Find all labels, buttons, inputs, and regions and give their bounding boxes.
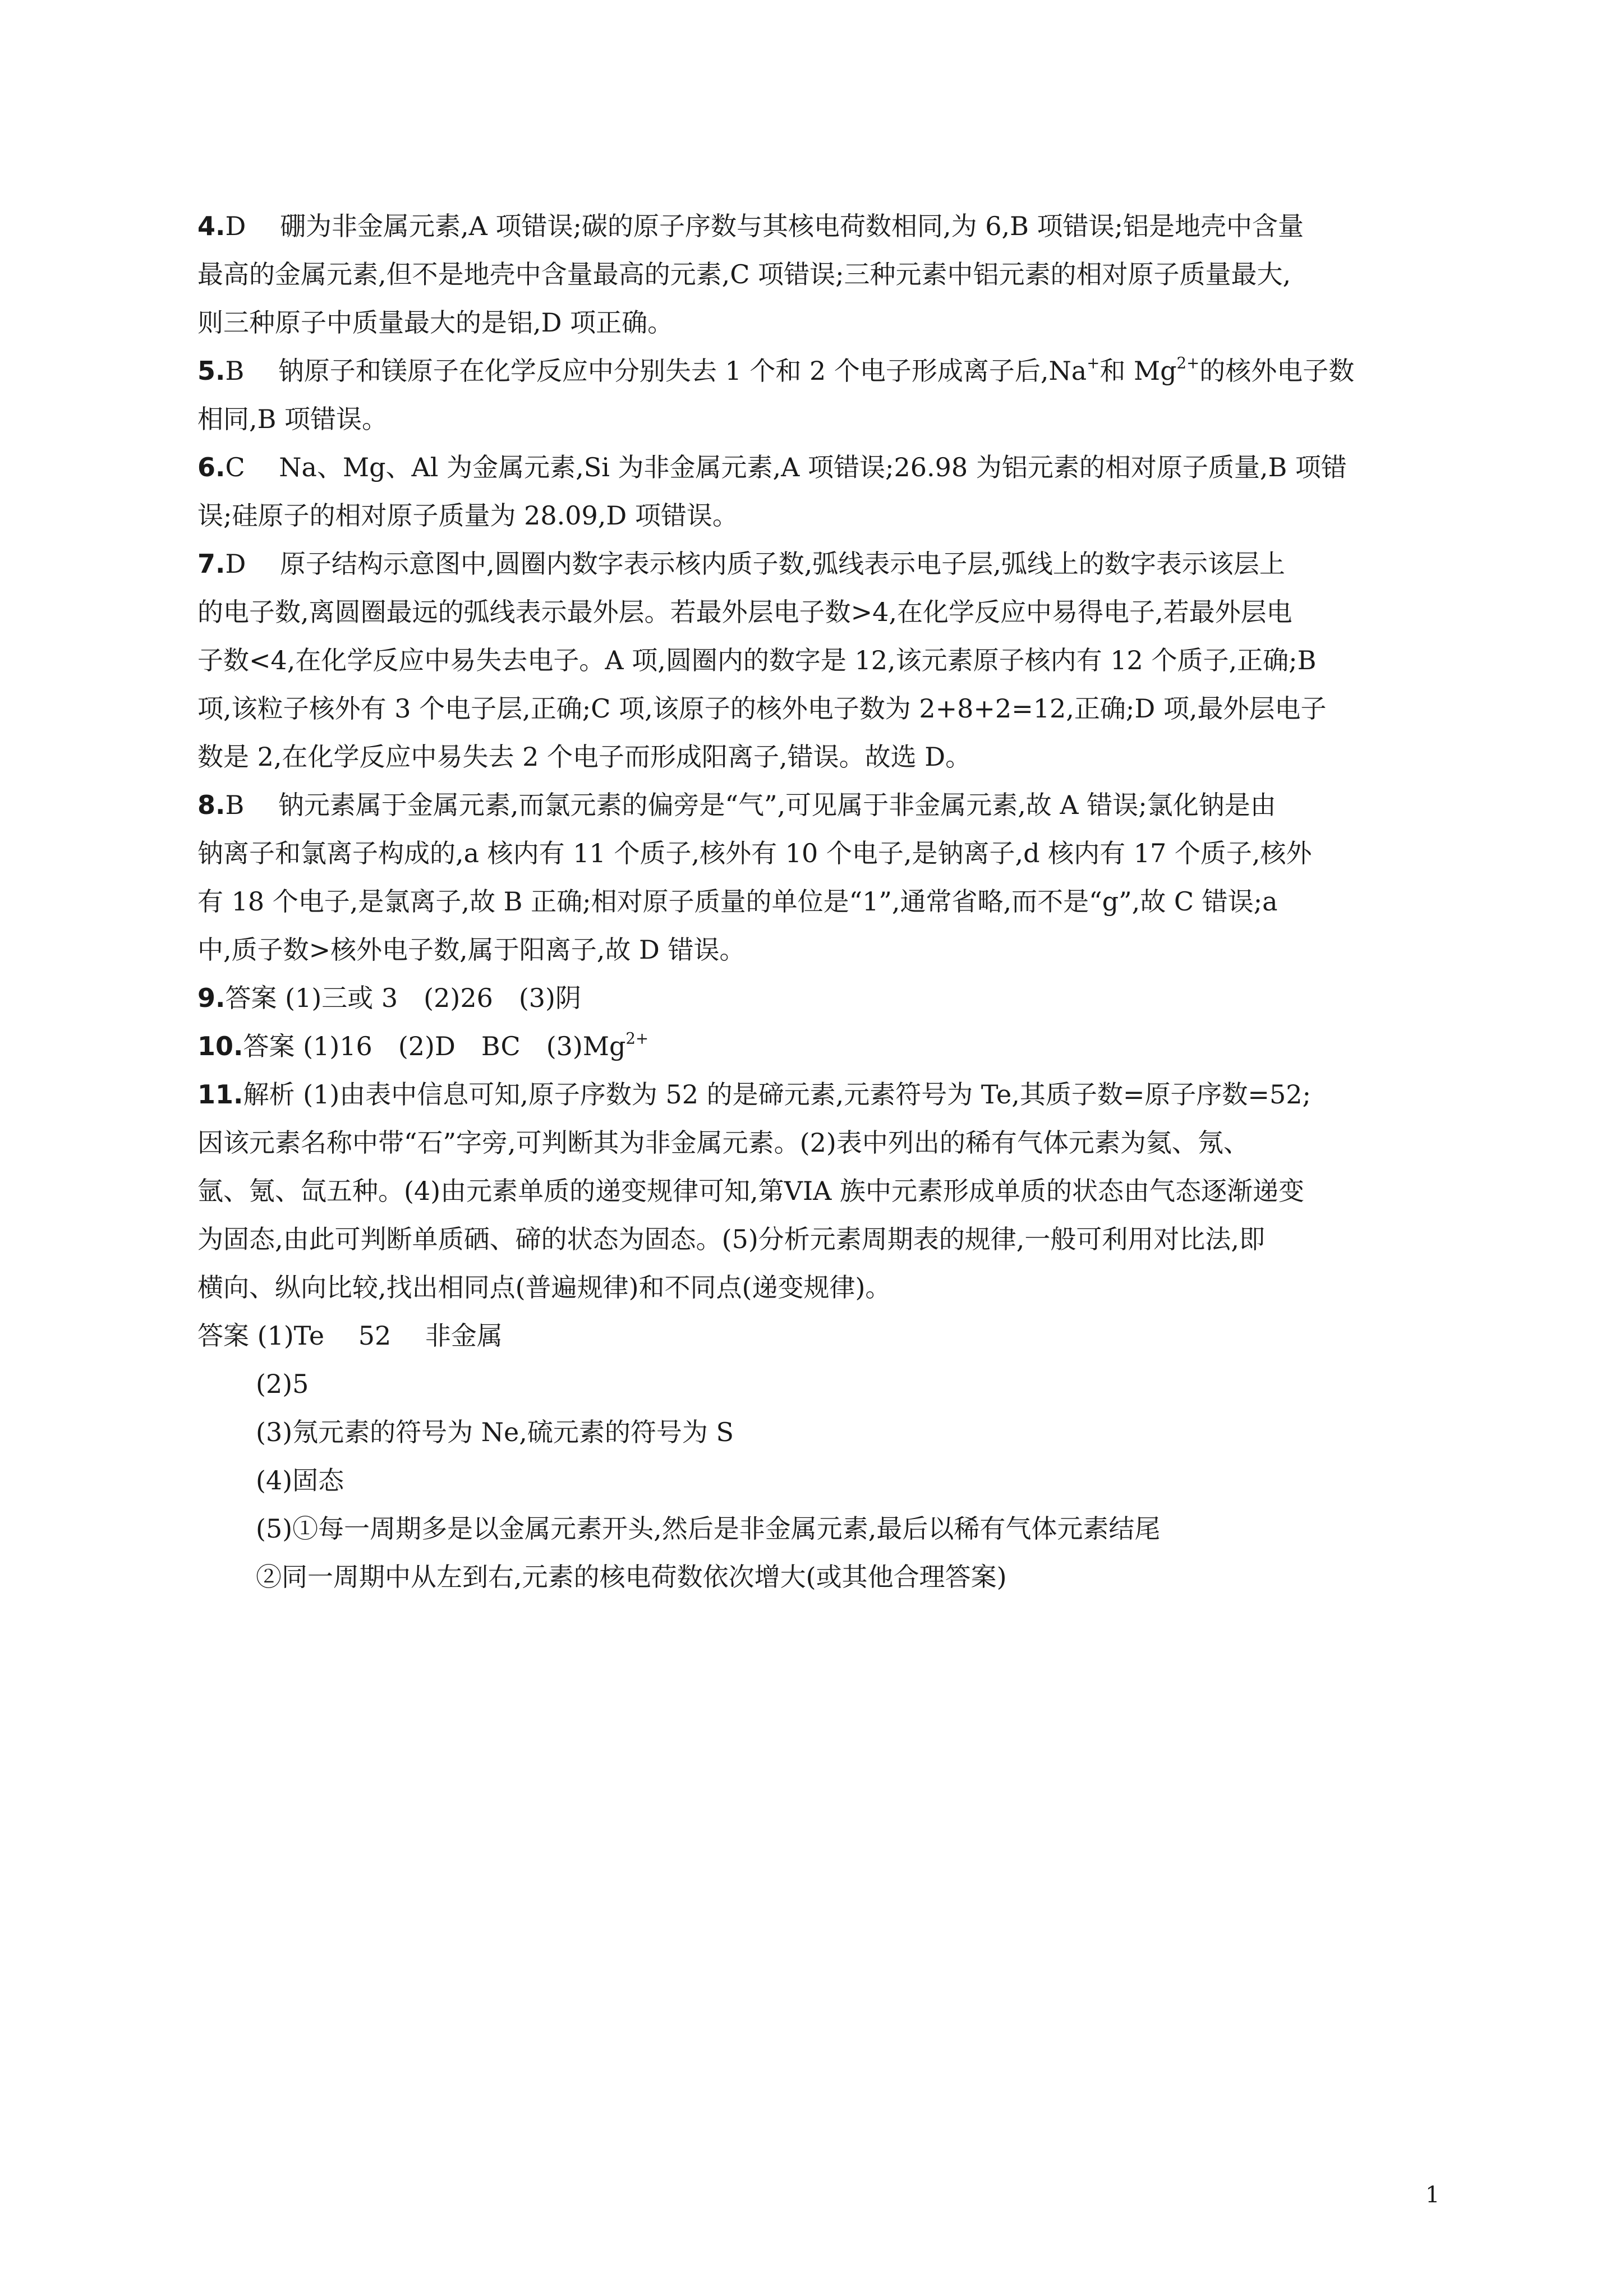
line-text: C Na、Mg、Al 为金属元素,Si 为非金属元素,A 项错误;26.98 为铝元素的相对原子质量,B 项错: [225, 452, 1347, 482]
line-text: 答案 (1)三或 3 (2)26 (3)阴: [225, 983, 582, 1013]
line-text: 子数<4,在化学反应中易失去电子。A 项,圆圈内的数字是 12,该元素原子核内有 12 个质子,正确;B: [197, 645, 1317, 675]
line-text: (5)①每一周期多是以金属元素开头,然后是非金属元素,最后以稀有气体元素结尾: [256, 1513, 1161, 1544]
question-number: 7.: [197, 549, 226, 579]
line-text: 误;硅原子的相对原子质量为 28.09,D 项错误。: [197, 500, 738, 531]
page-number: 1: [1425, 2182, 1440, 2208]
answer-line-22: [197, 1215, 1432, 1263]
answer-line-11: [197, 684, 1432, 733]
answer-line-14: [197, 829, 1432, 877]
answer-line-1: [197, 202, 1432, 250]
question-number: 6.: [197, 452, 226, 482]
line-text: D 原子结构示意图中,圆圈内数字表示核内质子数,弧线表示电子层,弧线上的数字表示该层上: [225, 549, 1285, 579]
answer-line-10: [197, 636, 1432, 684]
line-text: 解析 (1)由表中信息可知,原子序数为 52 的是碲元素,元素符号为 Te,其质子数=原子序数=52;: [243, 1079, 1311, 1110]
line-text: 为固态,由此可判断单质硒、碲的状态为固态。(5)分析元素周期表的规律,一般可利用对比法,即: [197, 1224, 1266, 1254]
answer-line-27: [197, 1456, 1432, 1504]
line-text: 答案 (1)Te 52 非金属: [197, 1320, 503, 1351]
answer-line-28: [197, 1504, 1432, 1553]
line-text: B 钠原子和镁原子在化学反应中分别失去 1 个和 2 个电子形成离子后,Na: [225, 356, 1087, 386]
line-text: 数是 2,在化学反应中易失去 2 个电子而形成阳离子,错误。故选 D。: [197, 742, 972, 772]
answer-line-13: [197, 781, 1432, 829]
question-number: 9.: [197, 983, 226, 1013]
answer-line-17: [197, 974, 1432, 1022]
line-text: 和 Mg: [1099, 356, 1177, 386]
line-text: 的核外电子数: [1199, 356, 1355, 386]
answer-line-3: [197, 298, 1432, 347]
line-text: 答案 (1)16 (2)D BC (3)Mg: [243, 1031, 626, 1061]
answer-line-7: [197, 491, 1432, 540]
answer-line-24: [197, 1312, 1432, 1360]
line-text: 最高的金属元素,但不是地壳中含量最高的元素,C 项错误;三种元素中铝元素的相对原子质量最大,: [197, 259, 1291, 289]
ion-charge-superscript: +: [1087, 353, 1100, 372]
line-text: (3)氖元素的符号为 Ne,硫元素的符号为 S: [256, 1417, 734, 1447]
line-text: 横向、纵向比较,找出相同点(普遍规律)和不同点(递变规律)。: [197, 1272, 891, 1303]
line-text: (4)固态: [256, 1465, 344, 1496]
answer-line-21: [197, 1167, 1432, 1215]
question-number: 10.: [197, 1031, 243, 1061]
line-text: (2)5: [256, 1369, 309, 1399]
answer-line-15: [197, 877, 1432, 926]
line-text: 有 18 个电子,是氯离子,故 B 正确;相对原子质量的单位是“1”,通常省略,而不是“g”,故 C 错误;a: [197, 886, 1278, 917]
question-number: 11.: [197, 1079, 243, 1110]
answer-line-8: [197, 540, 1432, 588]
line-text: 的电子数,离圆圈最远的弧线表示最外层。若最外层电子数>4,在化学反应中易得电子,若最外层电: [197, 597, 1292, 627]
line-text: 中,质子数>核外电子数,属于阳离子,故 D 错误。: [197, 935, 746, 965]
answer-line-19: [197, 1070, 1432, 1119]
question-number: 4.: [197, 211, 226, 241]
line-text: 钠离子和氯离子构成的,a 核内有 11 个质子,核外有 10 个电子,是钠离子,d 核内有 17 个质子,核外: [197, 838, 1312, 868]
line-text: 相同,B 项错误。: [197, 404, 388, 434]
answer-line-4: [197, 347, 1432, 395]
question-number: 5.: [197, 356, 226, 386]
line-text: D 硼为非金属元素,A 项错误;碳的原子序数与其核电荷数相同,为 6,B 项错误;铝是地壳中含量: [225, 211, 1304, 241]
answer-line-23: [197, 1263, 1432, 1312]
answer-line-26: [197, 1408, 1432, 1456]
answer-line-9: [197, 588, 1432, 636]
answer-line-16: [197, 926, 1432, 974]
answer-line-25: [197, 1360, 1432, 1408]
answer-line-18: [197, 1022, 1432, 1070]
answer-line-12: [197, 733, 1432, 781]
answer-line-2: [197, 250, 1432, 298]
line-text: 则三种原子中质量最大的是铝,D 项正确。: [197, 307, 674, 338]
question-number: 8.: [197, 790, 226, 820]
answer-line-6: [197, 443, 1432, 491]
answer-document: [197, 202, 1432, 1601]
answer-line-20: [197, 1119, 1432, 1167]
ion-charge-superscript: 2+: [625, 1029, 649, 1048]
line-text: 因该元素名称中带“石”字旁,可判断其为非金属元素。(2)表中列出的稀有气体元素为氦、氖、: [197, 1128, 1249, 1158]
line-text: ②同一周期中从左到右,元素的核电荷数依次增大(或其他合理答案): [256, 1562, 1007, 1592]
line-text: B 钠元素属于金属元素,而氯元素的偏旁是“气”,可见属于非金属元素,故 A 错误;氯化钠是由: [225, 790, 1276, 820]
answer-line-29: [197, 1553, 1432, 1601]
ion-charge-superscript: 2+: [1176, 353, 1200, 372]
line-text: 项,该粒子核外有 3 个电子层,正确;C 项,该原子的核外电子数为 2+8+2=12,正确;D 项,最外层电子: [197, 693, 1327, 724]
answer-line-5: [197, 395, 1432, 443]
line-text: 氩、氪、氙五种。(4)由元素单质的递变规律可知,第VIA 族中元素形成单质的状态由气态逐渐递变: [197, 1176, 1305, 1206]
